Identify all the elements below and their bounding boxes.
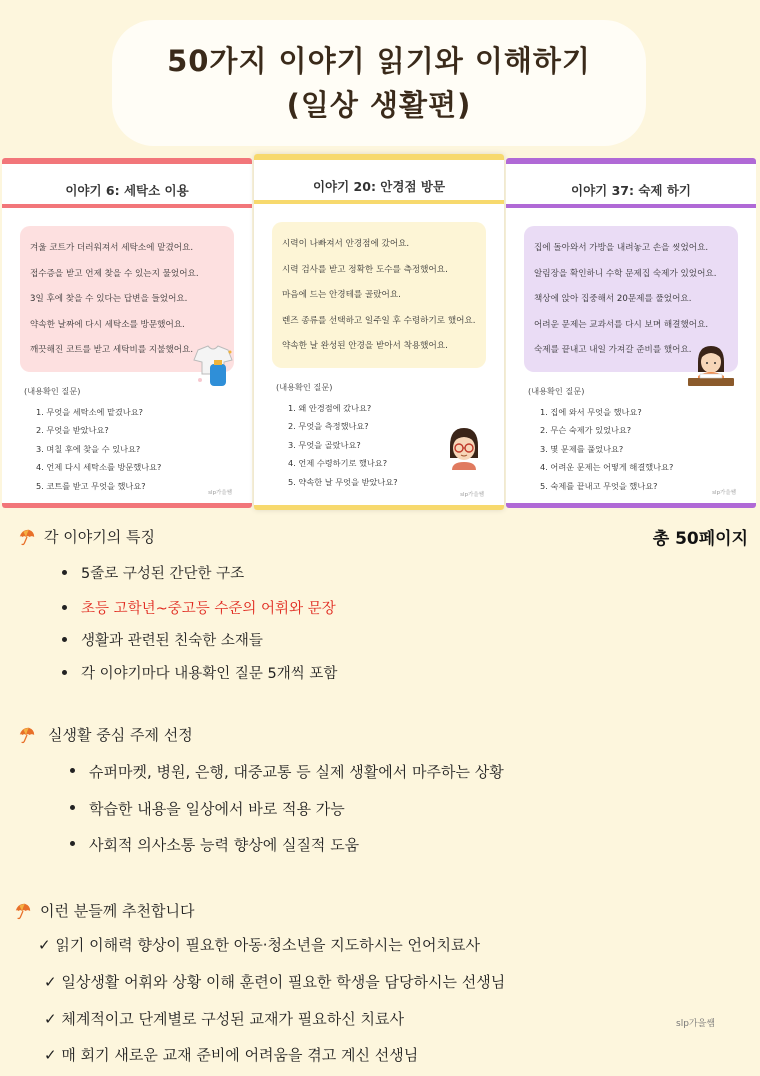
studying-girl-icon (684, 342, 738, 388)
question-item: 2. 무슨 숙제가 있었나요? (540, 425, 632, 435)
question-item: 3. 몇 문제를 풀었나요? (540, 443, 624, 454)
glasses-girl-icon (446, 424, 482, 470)
card-divider (254, 200, 504, 204)
laundry-icon (190, 344, 236, 390)
card-footer: slp가을쌤 (460, 492, 484, 498)
topic-item: 사회적 의사소통 능력 향상에 실질적 도움 (70, 834, 359, 855)
umbrella-icon (18, 528, 36, 546)
recommend-item: ✓ 체계적이고 단계별로 구성된 교재가 필요하신 치료사 (44, 1010, 404, 1028)
feature-item: 5줄로 구성된 간단한 구조 (62, 562, 244, 583)
card-divider (506, 204, 756, 208)
question-item: 4. 언제 다시 세탁소를 방문했나요? (36, 462, 162, 472)
card-bottom-bar (506, 503, 756, 508)
question-item: 1. 무엇을 세탁소에 맡겼나요? (36, 406, 143, 417)
card-title: 이야기 20: 안경점 방문 (312, 179, 446, 194)
recommend-item: ✓ 일상생활 어휘와 상황 이해 훈련이 필요한 학생을 담당하시는 선생님 (44, 973, 506, 991)
story-line: 알림장을 확인하니 수학 문제집 숙제가 있었어요. (534, 268, 717, 279)
umbrella-icon (14, 902, 32, 920)
section-topics-heading (18, 724, 193, 745)
question-item: 3. 며칠 후에 찾을 수 있나요? (36, 443, 141, 454)
story-card-6 (2, 158, 252, 508)
story-card-37 (506, 158, 756, 508)
section-heading-text: 실생활 중심 주제 선정 (48, 726, 193, 744)
story-line: 마음에 드는 안경테를 골랐어요. (282, 290, 401, 300)
story-box (272, 222, 486, 368)
question-item: 1. 집에 와서 무엇을 했나요? (540, 406, 642, 417)
umbrella-icon (18, 726, 36, 744)
card-title: 이야기 37: 숙제 하기 (571, 183, 691, 198)
story-line: 약속한 날 완성된 안경을 받아서 착용했어요. (282, 341, 448, 351)
question-item: 5. 코트를 받고 무엇을 했나요? (36, 480, 146, 491)
question-item: 5. 숙제를 끝내고 무엇을 했나요? (540, 480, 658, 491)
card-bottom-bar (254, 505, 504, 510)
question-item: 1. 왜 안경점에 갔나요? (288, 402, 372, 413)
card-footer: slp가을쌤 (208, 490, 232, 496)
feature-item-highlight: 초등 고학년~중고등 수준의 어휘와 문장 (62, 597, 336, 618)
question-title: (내용확인 질문) (528, 385, 585, 396)
story-line: 깨끗해진 코트를 받고 세탁비를 지불했어요. (30, 345, 194, 355)
recommend-item: ✓ 읽기 이해력 향상이 필요한 아동·청소년을 지도하시는 언어치료사 (38, 936, 480, 954)
story-line: 렌즈 종류를 선택하고 일주일 후 수령하기로 했어요. (282, 315, 476, 326)
question-item: 2. 무엇을 받았나요? (36, 425, 109, 435)
question-item: 4. 언제 수령하기로 했나요? (288, 458, 388, 468)
question-title: (내용확인 질문) (24, 385, 81, 396)
question-item: 3. 무엇을 골랐나요? (288, 439, 361, 450)
card-bottom-bar (2, 503, 252, 508)
signature: slp가을쌤 (676, 1019, 715, 1029)
topic-item: 슈퍼마켓, 병원, 은행, 대중교통 등 실제 생활에서 마주하는 상황 (70, 761, 504, 782)
section-features-heading (18, 526, 155, 547)
story-line: 3일 후에 찾을 수 있다는 답변을 들었어요. (30, 294, 188, 304)
card-footer: slp가을쌤 (712, 490, 736, 496)
story-line: 겨울 코트가 더러워져서 세탁소에 맡겼어요. (30, 243, 194, 253)
card-divider (2, 204, 252, 208)
title-box (112, 20, 646, 146)
section-heading-text: 이런 분들께 추천합니다 (40, 902, 195, 920)
card-title: 이야기 6: 세탁소 이용 (65, 183, 189, 198)
section-recommend-heading (14, 900, 194, 921)
feature-item: 생활과 관련된 친숙한 소재들 (62, 629, 263, 650)
question-title: (내용확인 질문) (276, 381, 333, 392)
feature-item: 각 이야기마다 내용확인 질문 5개씩 포함 (62, 662, 337, 683)
story-line: 시력이 나빠져서 안경점에 갔어요. (282, 239, 410, 249)
story-line: 책상에 앉아 집중해서 20문제를 풀었어요. (534, 294, 692, 304)
story-line: 약속한 날짜에 다시 세탁소를 방문했어요. (30, 319, 185, 330)
page-title: 50가지 이야기 읽기와 이해하기 (167, 44, 591, 78)
section-heading-text: 각 이야기의 특징 (44, 528, 155, 546)
story-card-20 (254, 154, 504, 510)
story-line: 숙제를 끝내고 내일 가져갈 준비를 했어요. (534, 345, 692, 355)
story-line: 접수증을 받고 언제 찾을 수 있는지 물었어요. (30, 268, 199, 279)
story-line: 시력 검사를 받고 정확한 도수를 측정했어요. (282, 264, 448, 275)
question-item: 5. 약속한 날 무엇을 받았나요? (288, 476, 398, 487)
topic-item: 학습한 내용을 일상에서 바로 적용 가능 (70, 798, 345, 819)
story-line: 집에 돌아와서 가방을 내려놓고 손을 씻었어요. (534, 243, 709, 253)
total-pages: 총 50페이지 (652, 529, 748, 549)
question-item: 2. 무엇을 측정했나요? (288, 421, 369, 431)
recommend-item: ✓ 매 회기 새로운 교재 준비에 어려움을 겪고 계신 선생님 (44, 1046, 419, 1064)
question-item: 4. 어려운 문제는 어떻게 해결했나요? (540, 462, 674, 472)
story-line: 어려운 문제는 교과서를 다시 보며 해결했어요. (534, 319, 709, 330)
page-subtitle: (일상 생활편) (286, 88, 472, 122)
